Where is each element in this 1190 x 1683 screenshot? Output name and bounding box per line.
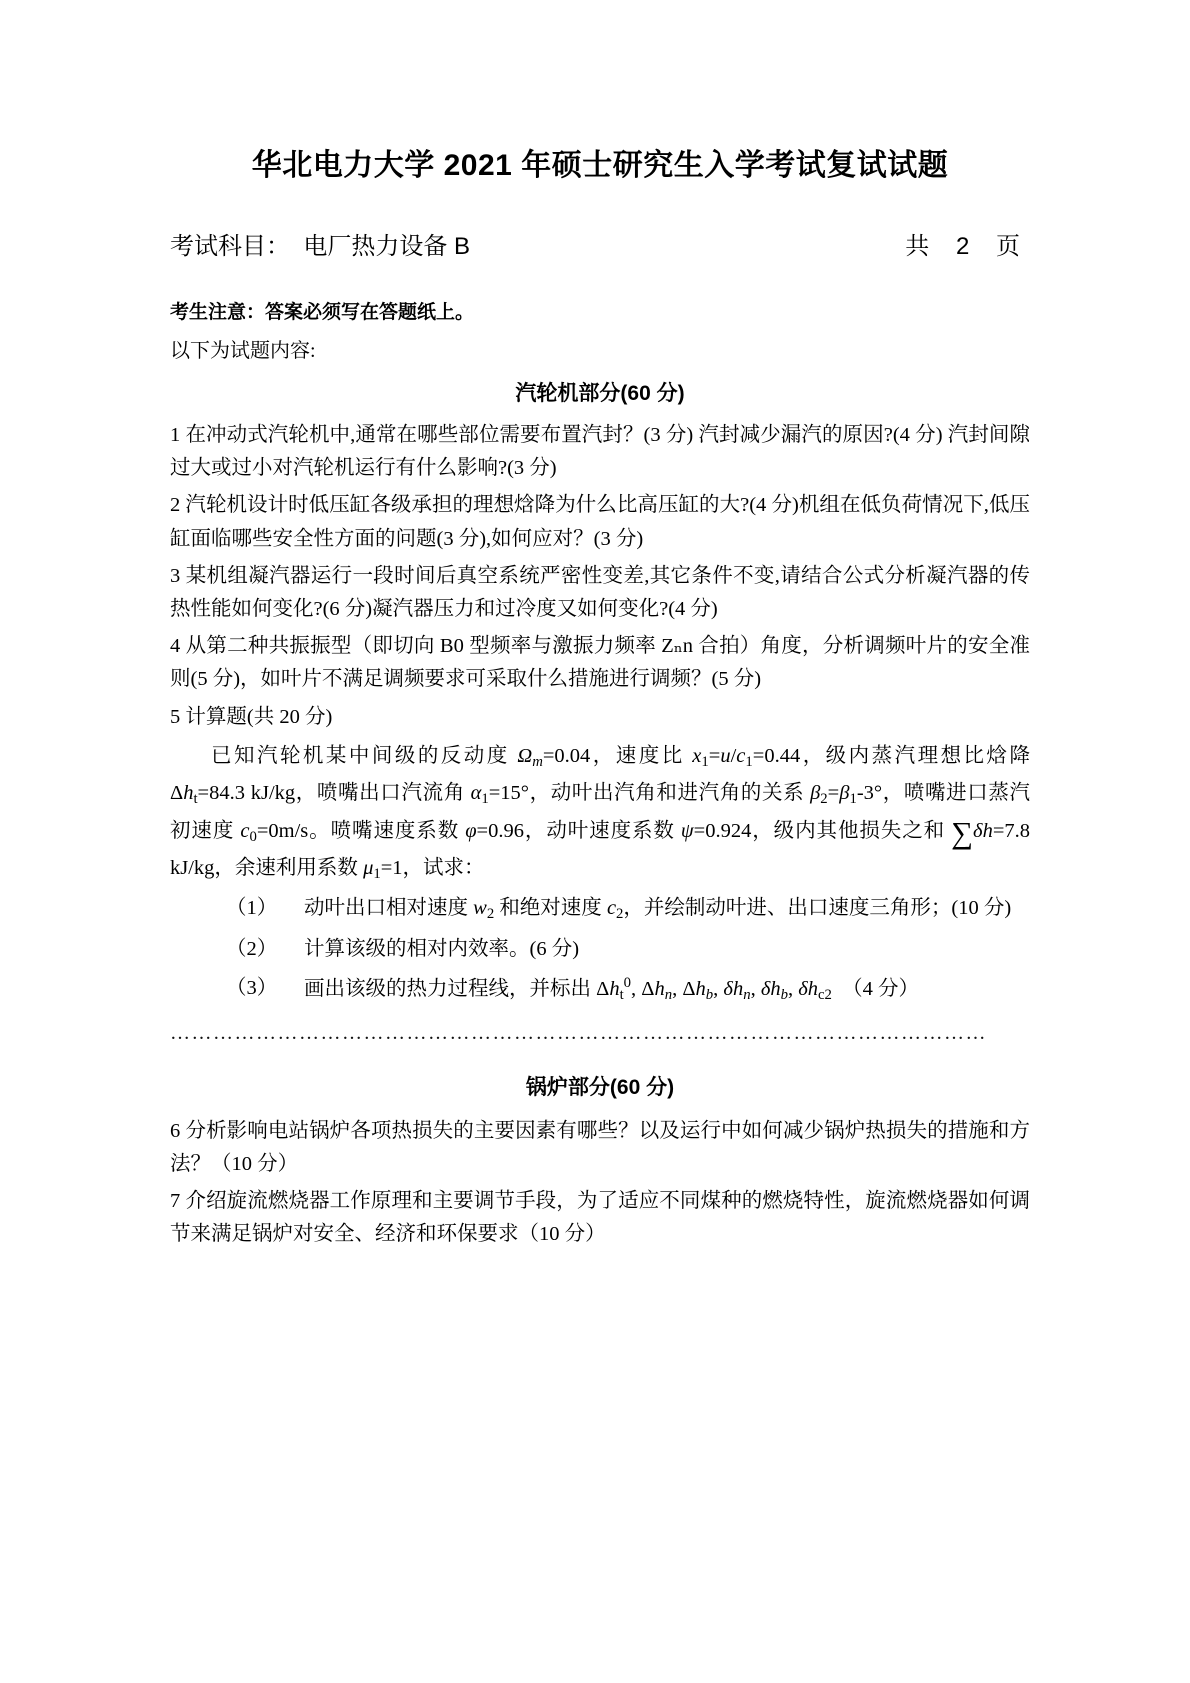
sub-question-1 [170, 891, 1030, 927]
sub-question-2 [170, 932, 1030, 967]
content-lead: 以下为试题内容: [170, 340, 316, 362]
page-count-label: 共 2 页 [905, 233, 1020, 260]
question-5: 5 计算题(共 20 分) [170, 705, 333, 728]
question-7: 7 介绍旋流燃烧器工作原理和主要调节手段，为了适应不同煤种的燃烧特性，旋流燃烧器如何调节来满足锅炉对安全、经济和环保要求（10 分） [170, 1190, 1030, 1246]
sub-question-3-text: 画出该级的热力过程线，并标出 $\Delta h_t^0$, $\Delta h_n$, $\Delta h_b$, $\delta h_n$, $\delta h_b$, $\delta h_{c2}$ （4 分） [304, 974, 920, 1003]
subject-label: 考试科目： 电厂热力设备 B [170, 233, 471, 260]
sub-question-3 [170, 971, 1030, 1008]
question-4: 4 从第二种共振振型（即切向 B0 型频率与激振力频率 Zₙn 合拍）角度，分析调频叶片的安全准则(5 分)，如叶片不满足调频要求可采取什么措施进行调频？(5 分) [170, 635, 1030, 691]
section-divider: …………………………………………………………………………………………………… [170, 1021, 987, 1044]
sub-question-3-number: （3） [226, 976, 278, 999]
sub-question-2-number: （2） [226, 937, 278, 960]
sub-question-1-text: 动叶出口相对速度 $w_2$ 和绝对速度 $c_2$，并绘制动叶进、出口速度三角形；(10 分) [304, 897, 1012, 923]
question-3: 3 某机组凝汽器运行一段时间后真空系统严密性变差,其它条件不变,请结合公式分析凝汽器的传热性能如何变化?(6 分)凝汽器压力和过冷度又如何变化?(4 分) [170, 564, 1030, 621]
boiler-section-heading: 锅炉部分(60 分) [525, 1075, 675, 1099]
sub-question-1-number: （1） [226, 897, 278, 920]
sub-question-2-text: 计算该级的相对内效率。(6 分) [304, 937, 580, 960]
subject-row [170, 226, 1030, 261]
turbine-section-heading: 汽轮机部分(60 分) [515, 382, 685, 405]
page-title: 华北电力大学 2021 年硕士研究生入学考试复试试题 [251, 149, 949, 182]
question-6: 6 分析影响电站锅炉各项热损失的主要因素有哪些？以及运行中如何减少锅炉热损失的措施和方法？（10 分） [170, 1119, 1030, 1176]
question-1: 1 在冲动式汽轮机中,通常在哪些部位需要布置汽封？(3 分) 汽封减少漏汽的原因?(4 分) 汽封间隙过大或过小对汽轮机运行有什么影响?(3 分) [170, 424, 1030, 480]
calc-problem-statement: 已知汽轮机某中间级的反动度 $\Omega_m=0.04$，速度比 $x_1=u/c_1=0.44$，级内蒸汽理想比焓降 $\Delta h_t=84.3$ kJ/kg，喷嘴出口汽流角 $\alpha_1=15^\circ$，动叶出汽角和进汽角的关系 $\beta_2=\beta_1-3^\circ$，喷嘴进口蒸汽 初速度 $c_0=0m/s$。喷嘴速度系数 φ=0.96，动叶速度系数 ψ=0.924，级内其他损失之和 ∑δh=7.8 kJ/kg，余速利用系数 $\mu_1=1$，试求： [170, 744, 1031, 883]
candidate-notice: 考生注意：答案必须写在答题纸上。 [170, 302, 475, 323]
question-2: 2 汽轮机设计时低压缸各级承担的理想焓降为什么比高压缸的大?(4 分)机组在低负荷情况下,低压缸面临哪些安全性方面的问题(3 分),如何应对？(3 分) [170, 494, 1030, 550]
